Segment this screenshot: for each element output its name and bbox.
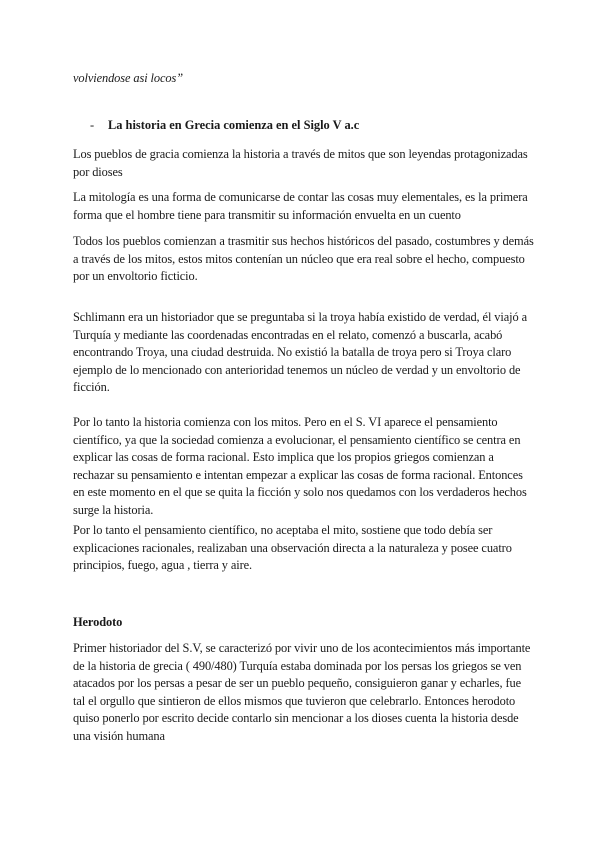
paragraph-3: Todos los pueblos comienzan a trasmitir sus hechos históricos del pasado, costumbres y demás a través de los mitos, estos mitos contenían un núcleo que era real sobre el hecho, compuesto por un envoltorio ficticio. bbox=[73, 234, 534, 283]
section-heading-herodoto: Herodoto bbox=[73, 615, 123, 629]
quote-tail: volviendose asi locos” bbox=[73, 71, 183, 85]
paragraph-2: La mitología es una forma de comunicarse de contar las cosas muy elementales, es la primera forma que el hombre tiene para transmitir su información envuelta en un cuento bbox=[73, 190, 528, 222]
paragraph-5: Por lo tanto la historia comienza con los mitos. Pero en el S. VI aparece el pensamiento científico, ya que la sociedad comienza a evolucionar, el pensamiento científico se centra en explicar las cosas de forma racional. Esto implica que los propios griegos comienzan a rechazar su pensamiento e intentan empezar a explicar las cosas de forma racional. Entonces en este momento en el que se quita la ficción y solo nos quedamos con los verdaderos hechos surge la historia. bbox=[73, 415, 527, 517]
bullet-marker: - bbox=[90, 118, 95, 132]
herodoto-paragraph: Primer historiador del S.V, se caracterizó por vivir uno de los acontecimientos más importante de la historia de grecia ( 490/480) Turquía estaba dominada por los persas los griegos se ven atacados por los persas a pesar de ser un pueblo pequeño, consiguieron ganar y echarles, fue tal el orgullo que sintieron de ellos mismos que tuvieron que celebrarlo. Entonces herodoto quiso ponerlo por escrito decide contarlo sin mencionar a los dioses cuenta la historia desde una visión humana bbox=[73, 641, 531, 743]
paragraph-1: Los pueblos de gracia comienza la historia a través de mitos que son leyendas protagonizadas por dioses bbox=[73, 147, 528, 179]
paragraph-4: Schlimann era un historiador que se preguntaba si la troya había existido de verdad, él viajó a Turquía y mediante las coordenadas encontradas en el relato, comenzó a buscarla, acabó encontrando Troya, una ciudad destruida. No existió la batalla de troya pero si Troya claro ejemplo de lo mencionado con anterioridad tenemos un núcleo de verdad y un envoltorio de ficción. bbox=[73, 310, 527, 394]
paragraph-6: Por lo tanto el pensamiento científico, no aceptaba el mito, sostiene que todo debía ser explicaciones racionales, realizaban una observación directa a la naturaleza y posee cuatro principios, fuego, agua , tierra y aire. bbox=[73, 523, 512, 572]
bullet-heading: La historia en Grecia comienza en el Siglo V a.c bbox=[108, 118, 360, 132]
